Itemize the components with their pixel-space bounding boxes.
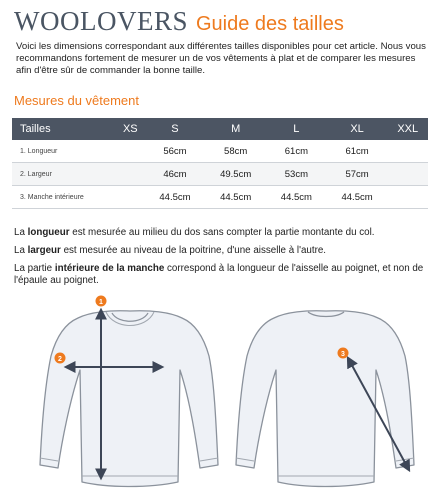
- note-sleeve: La partie intérieure de la manche correspond à la longueur de l'aisselle au poignet, et non de l'épaule au poignet.: [14, 263, 424, 286]
- table-cell: 44.5cm: [327, 186, 388, 209]
- table-cell: 61cm: [327, 140, 388, 163]
- sweater-front: [40, 311, 218, 487]
- table-cell: 57cm: [327, 163, 388, 186]
- row-label: 2. Largeur: [12, 163, 116, 186]
- note-length: La longueur est mesurée au milieu du dos sans compter la partie montante du col.: [14, 227, 375, 238]
- marker-1: [96, 296, 107, 307]
- table-cell: [116, 163, 145, 186]
- table-cell: 53cm: [266, 163, 327, 186]
- table-cell: [116, 140, 145, 163]
- svg-text:3: 3: [341, 351, 345, 358]
- table-cell: 56cm: [145, 140, 206, 163]
- row-label: 1. Longueur: [12, 140, 116, 163]
- table-row: [12, 140, 428, 163]
- page-header: [14, 6, 344, 38]
- table-header: Tailles: [12, 118, 116, 140]
- table-row: [12, 163, 428, 186]
- note-width: La largeur est mesurée au niveau de la poitrine, d'une aisselle à l'autre.: [14, 245, 326, 256]
- intro-text: Voici les dimensions correspondant aux différentes tailles disponibles pour cet article. Nous vous recommandons fortement de mesurer un de vos vêtements à plat et de comparer les mesures afin d'être sûr de commander la bonne taille.: [16, 41, 426, 76]
- table-header-row: [12, 118, 428, 140]
- table-cell: 44.5cm: [266, 186, 327, 209]
- table-cell: 61cm: [266, 140, 327, 163]
- size-table: [12, 118, 428, 209]
- svg-text:2: 2: [58, 356, 62, 363]
- table-cell: [387, 163, 428, 186]
- marker-2: [55, 353, 66, 364]
- table-cell: 46cm: [145, 163, 206, 186]
- sweater-back: [236, 311, 414, 487]
- svg-text:1: 1: [99, 299, 103, 306]
- table-header: XL: [327, 118, 388, 140]
- table-cell: 49.5cm: [205, 163, 266, 186]
- garment-illustration: [0, 290, 438, 500]
- table-header: XXL: [387, 118, 428, 140]
- table-cell: 44.5cm: [145, 186, 206, 209]
- table-cell: [387, 140, 428, 163]
- measurement-notes: [14, 227, 426, 293]
- table-cell: [116, 186, 145, 209]
- table-cell: 44.5cm: [205, 186, 266, 209]
- table-cell: 58cm: [205, 140, 266, 163]
- brand-logo: WOOLOVERS: [14, 6, 188, 36]
- table-header: L: [266, 118, 327, 140]
- marker-3: [338, 348, 349, 359]
- table-row: [12, 186, 428, 209]
- row-label: 3. Manche intérieure: [12, 186, 116, 209]
- table-header: M: [205, 118, 266, 140]
- section-title: Mesures du vêtement: [14, 93, 140, 108]
- table-cell: [387, 186, 428, 209]
- table-header: XS: [116, 118, 145, 140]
- table-header: S: [145, 118, 206, 140]
- page-title: Guide des tailles: [196, 13, 344, 35]
